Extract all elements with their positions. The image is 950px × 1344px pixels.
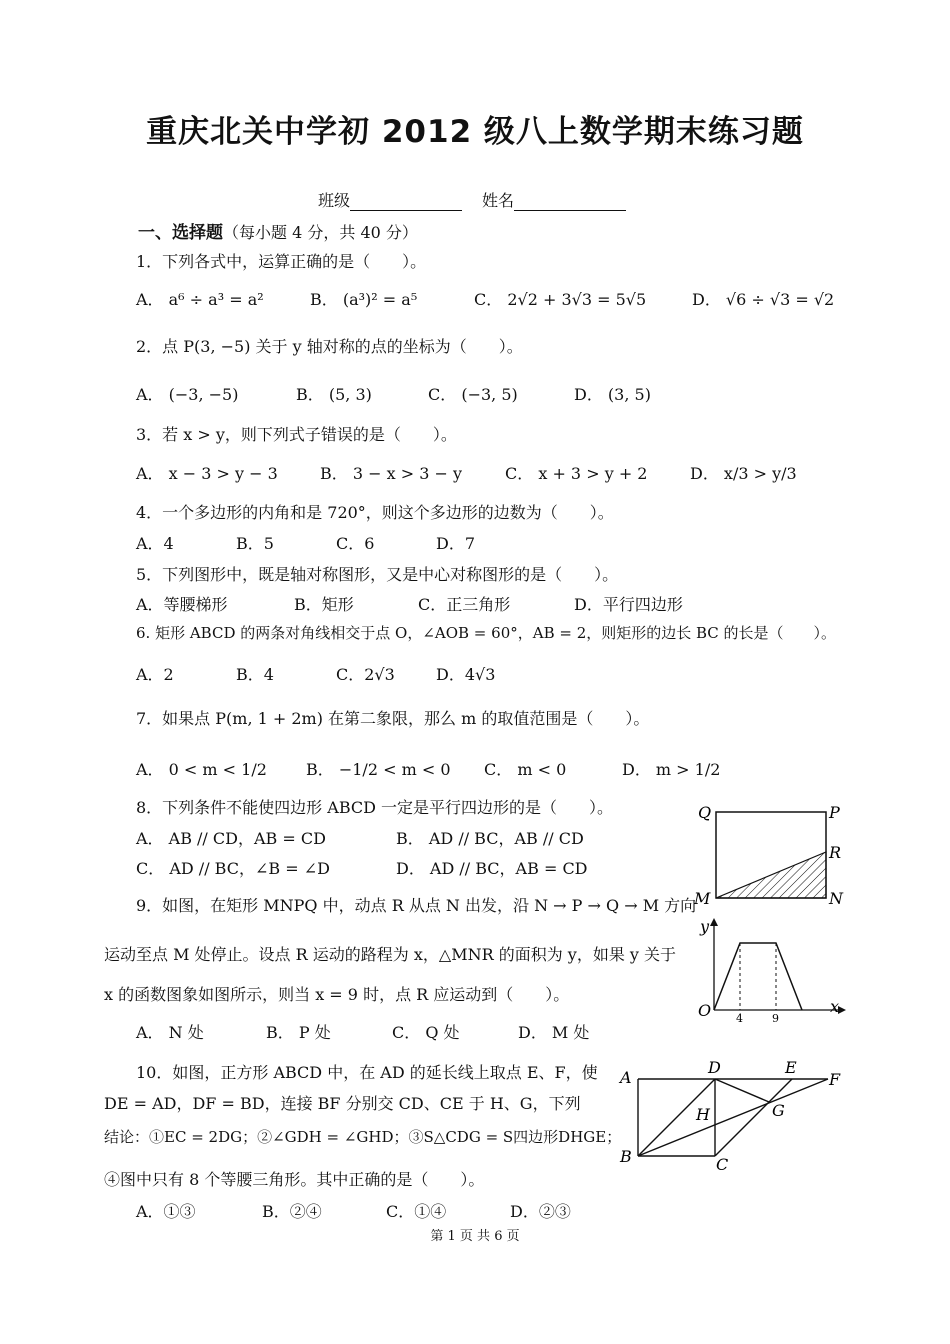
label-c: C (716, 1155, 729, 1174)
figure-rectangle-mnpq (690, 800, 850, 912)
question-10-stem-line-2: DE = AD，DF = BD，连接 BF 分别交 CD、CE 于 H、G，下列 (104, 1094, 581, 1113)
line-bf (638, 1079, 828, 1156)
q8-option-b: B． AD // BC，AB // CD (396, 829, 584, 848)
q10-option-a: A．①③ (136, 1202, 196, 1221)
label-g: G (772, 1101, 785, 1120)
question-10-stem-line-3: 结论：①EC = 2DG；②∠GDH = ∠GHD；③S△CDG = S四边形DHGE； (104, 1128, 622, 1146)
figure-function-graph (692, 912, 852, 1024)
name-blank[interactable] (514, 194, 626, 211)
q10-option-d: D．②③ (510, 1202, 571, 1221)
class-blank[interactable] (350, 194, 462, 211)
class-label: 班级 (318, 191, 351, 210)
q1-option-d: D． √6 ÷ √3 = √2 (692, 290, 835, 309)
question-5-stem: 5．下列图形中，既是轴对称图形，又是中心对称图形的是（ ）。 (136, 565, 619, 584)
x-axis-arrow-icon (838, 1006, 846, 1014)
label-b: B (620, 1147, 632, 1166)
q1-option-c: C． 2√2 + 3√3 = 5√5 (474, 290, 647, 309)
q5-option-c: C．正三角形 (418, 595, 511, 614)
q6-option-a: A．2 (136, 665, 174, 684)
section-heading (138, 218, 418, 243)
q6-option-c: C．2√3 (336, 665, 395, 684)
label-e: E (785, 1058, 797, 1077)
question-9-stem-line-2: 运动至点 M 处停止。设点 R 运动的路程为 x，△MNR 的面积为 y，如果 y 关于 (104, 945, 677, 964)
q5-option-b: B．矩形 (294, 595, 354, 614)
section-note: （每小题 4 分，共 40 分） (223, 223, 418, 242)
question-10-stem-line-4: ④图中只有 8 个等腰三角形。其中正确的是（ ）。 (104, 1170, 485, 1189)
q3-option-c: C． x + 3 > y + 2 (505, 464, 648, 483)
function-graph-line (714, 943, 802, 1010)
q2-option-d: D． (3, 5) (574, 385, 651, 404)
q7-option-c: C． m < 0 (484, 760, 567, 779)
axis-label-x: x (830, 997, 840, 1016)
label-p: P (829, 803, 840, 822)
q10-option-c: C．①④ (386, 1202, 447, 1221)
q10-option-b: B．②④ (262, 1202, 322, 1221)
question-10-stem-line-1: 10．如图，正方形 ABCD 中，在 AD 的延长线上取点 E、F，使 (136, 1063, 598, 1082)
question-9-stem-line-1: 9．如图，在矩形 MNPQ 中，动点 R 从点 N 出发，沿 N → P → Q → M 方向 (136, 896, 697, 915)
question-3-stem: 3．若 x > y，则下列式子错误的是（ ）。 (136, 425, 457, 444)
line-dg (715, 1079, 769, 1102)
name-label: 姓名 (482, 191, 515, 210)
section-title: 一、选择题 (138, 223, 223, 243)
q2-option-c: C． (−3, 5) (428, 385, 518, 404)
label-a: A (620, 1068, 632, 1087)
label-m: M (694, 889, 711, 908)
label-d: D (708, 1058, 721, 1077)
question-6-stem: 6. 矩形 ABCD 的两条对角线相交于点 O，∠AOB = 60°，AB = 2，则矩形的边长 BC 的长是（ ）。 (136, 624, 837, 642)
question-9-stem-line-3: x 的函数图象如图所示，则当 x = 9 时，点 R 应运动到（ ）。 (104, 985, 570, 1004)
question-4-stem: 4．一个多边形的内角和是 720°，则这个多边形的边数为（ ）。 (136, 503, 614, 522)
label-q: Q (698, 803, 712, 822)
q8-option-a: A． AB // CD，AB = CD (136, 829, 326, 848)
q4-option-b: B．5 (236, 534, 274, 553)
axis-label-y: y (700, 917, 710, 936)
page-title: 重庆北关中学初 2012 级八上数学期末练习题 (146, 114, 804, 150)
question-8-stem: 8．下列条件不能使四边形 ABCD 一定是平行四边形的是（ ）。 (136, 798, 614, 817)
q3-option-b: B． 3 − x > 3 − y (320, 464, 463, 483)
label-r: R (829, 843, 842, 862)
q8-option-c: C． AD // BC，∠B = ∠D (136, 859, 330, 878)
q9-option-b: B． P 处 (266, 1023, 331, 1042)
q6-option-b: B．4 (236, 665, 274, 684)
y-axis-arrow-icon (710, 918, 718, 926)
tick-label-4: 4 (736, 1012, 743, 1024)
question-1-stem: 1．下列各式中，运算正确的是（ ）。 (136, 252, 427, 271)
q4-option-a: A．4 (136, 534, 174, 553)
q7-option-b: B． −1/2 < m < 0 (306, 760, 451, 779)
q6-option-d: D．4√3 (436, 665, 496, 684)
q3-option-d: D． x/3 > y/3 (690, 464, 797, 483)
q9-option-d: D． M 处 (518, 1023, 590, 1042)
question-7-stem: 7．如果点 P(m, 1 + 2m) 在第二象限，那么 m 的取值范围是（ ）。 (136, 709, 650, 728)
label-n: N (829, 889, 843, 908)
tick-label-9: 9 (772, 1012, 779, 1024)
label-h: H (696, 1105, 710, 1124)
q4-option-c: C．6 (336, 534, 375, 553)
q8-option-d: D． AD // BC，AB = CD (396, 859, 588, 878)
q3-option-a: A． x − 3 > y − 3 (136, 464, 278, 483)
origin-label: O (698, 1001, 712, 1020)
q7-option-a: A． 0 < m < 1/2 (136, 760, 267, 779)
q9-option-a: A． N 处 (136, 1023, 204, 1042)
q1-option-b: B． (a³)² = a⁵ (310, 290, 418, 309)
page-footer: 第 1 页 共 6 页 (430, 1229, 520, 1244)
q2-option-b: B． (5, 3) (296, 385, 372, 404)
shaded-triangle-mnr (716, 852, 826, 898)
q7-option-d: D． m > 1/2 (622, 760, 721, 779)
figure-square-abcd (616, 1058, 846, 1178)
q2-option-a: A． (−3, −5) (136, 385, 239, 404)
question-2-stem: 2．点 P(3, −5) 关于 y 轴对称的点的坐标为（ ）。 (136, 337, 523, 356)
q4-option-d: D．7 (436, 534, 476, 553)
q1-option-a: A． a⁶ ÷ a³ = a² (136, 290, 264, 309)
label-f: F (829, 1070, 841, 1089)
name-field[interactable] (482, 188, 626, 211)
q5-option-a: A．等腰梯形 (136, 595, 228, 614)
q9-option-c: C． Q 处 (392, 1023, 460, 1042)
class-field[interactable] (318, 188, 462, 211)
q5-option-d: D．平行四边形 (574, 595, 683, 614)
